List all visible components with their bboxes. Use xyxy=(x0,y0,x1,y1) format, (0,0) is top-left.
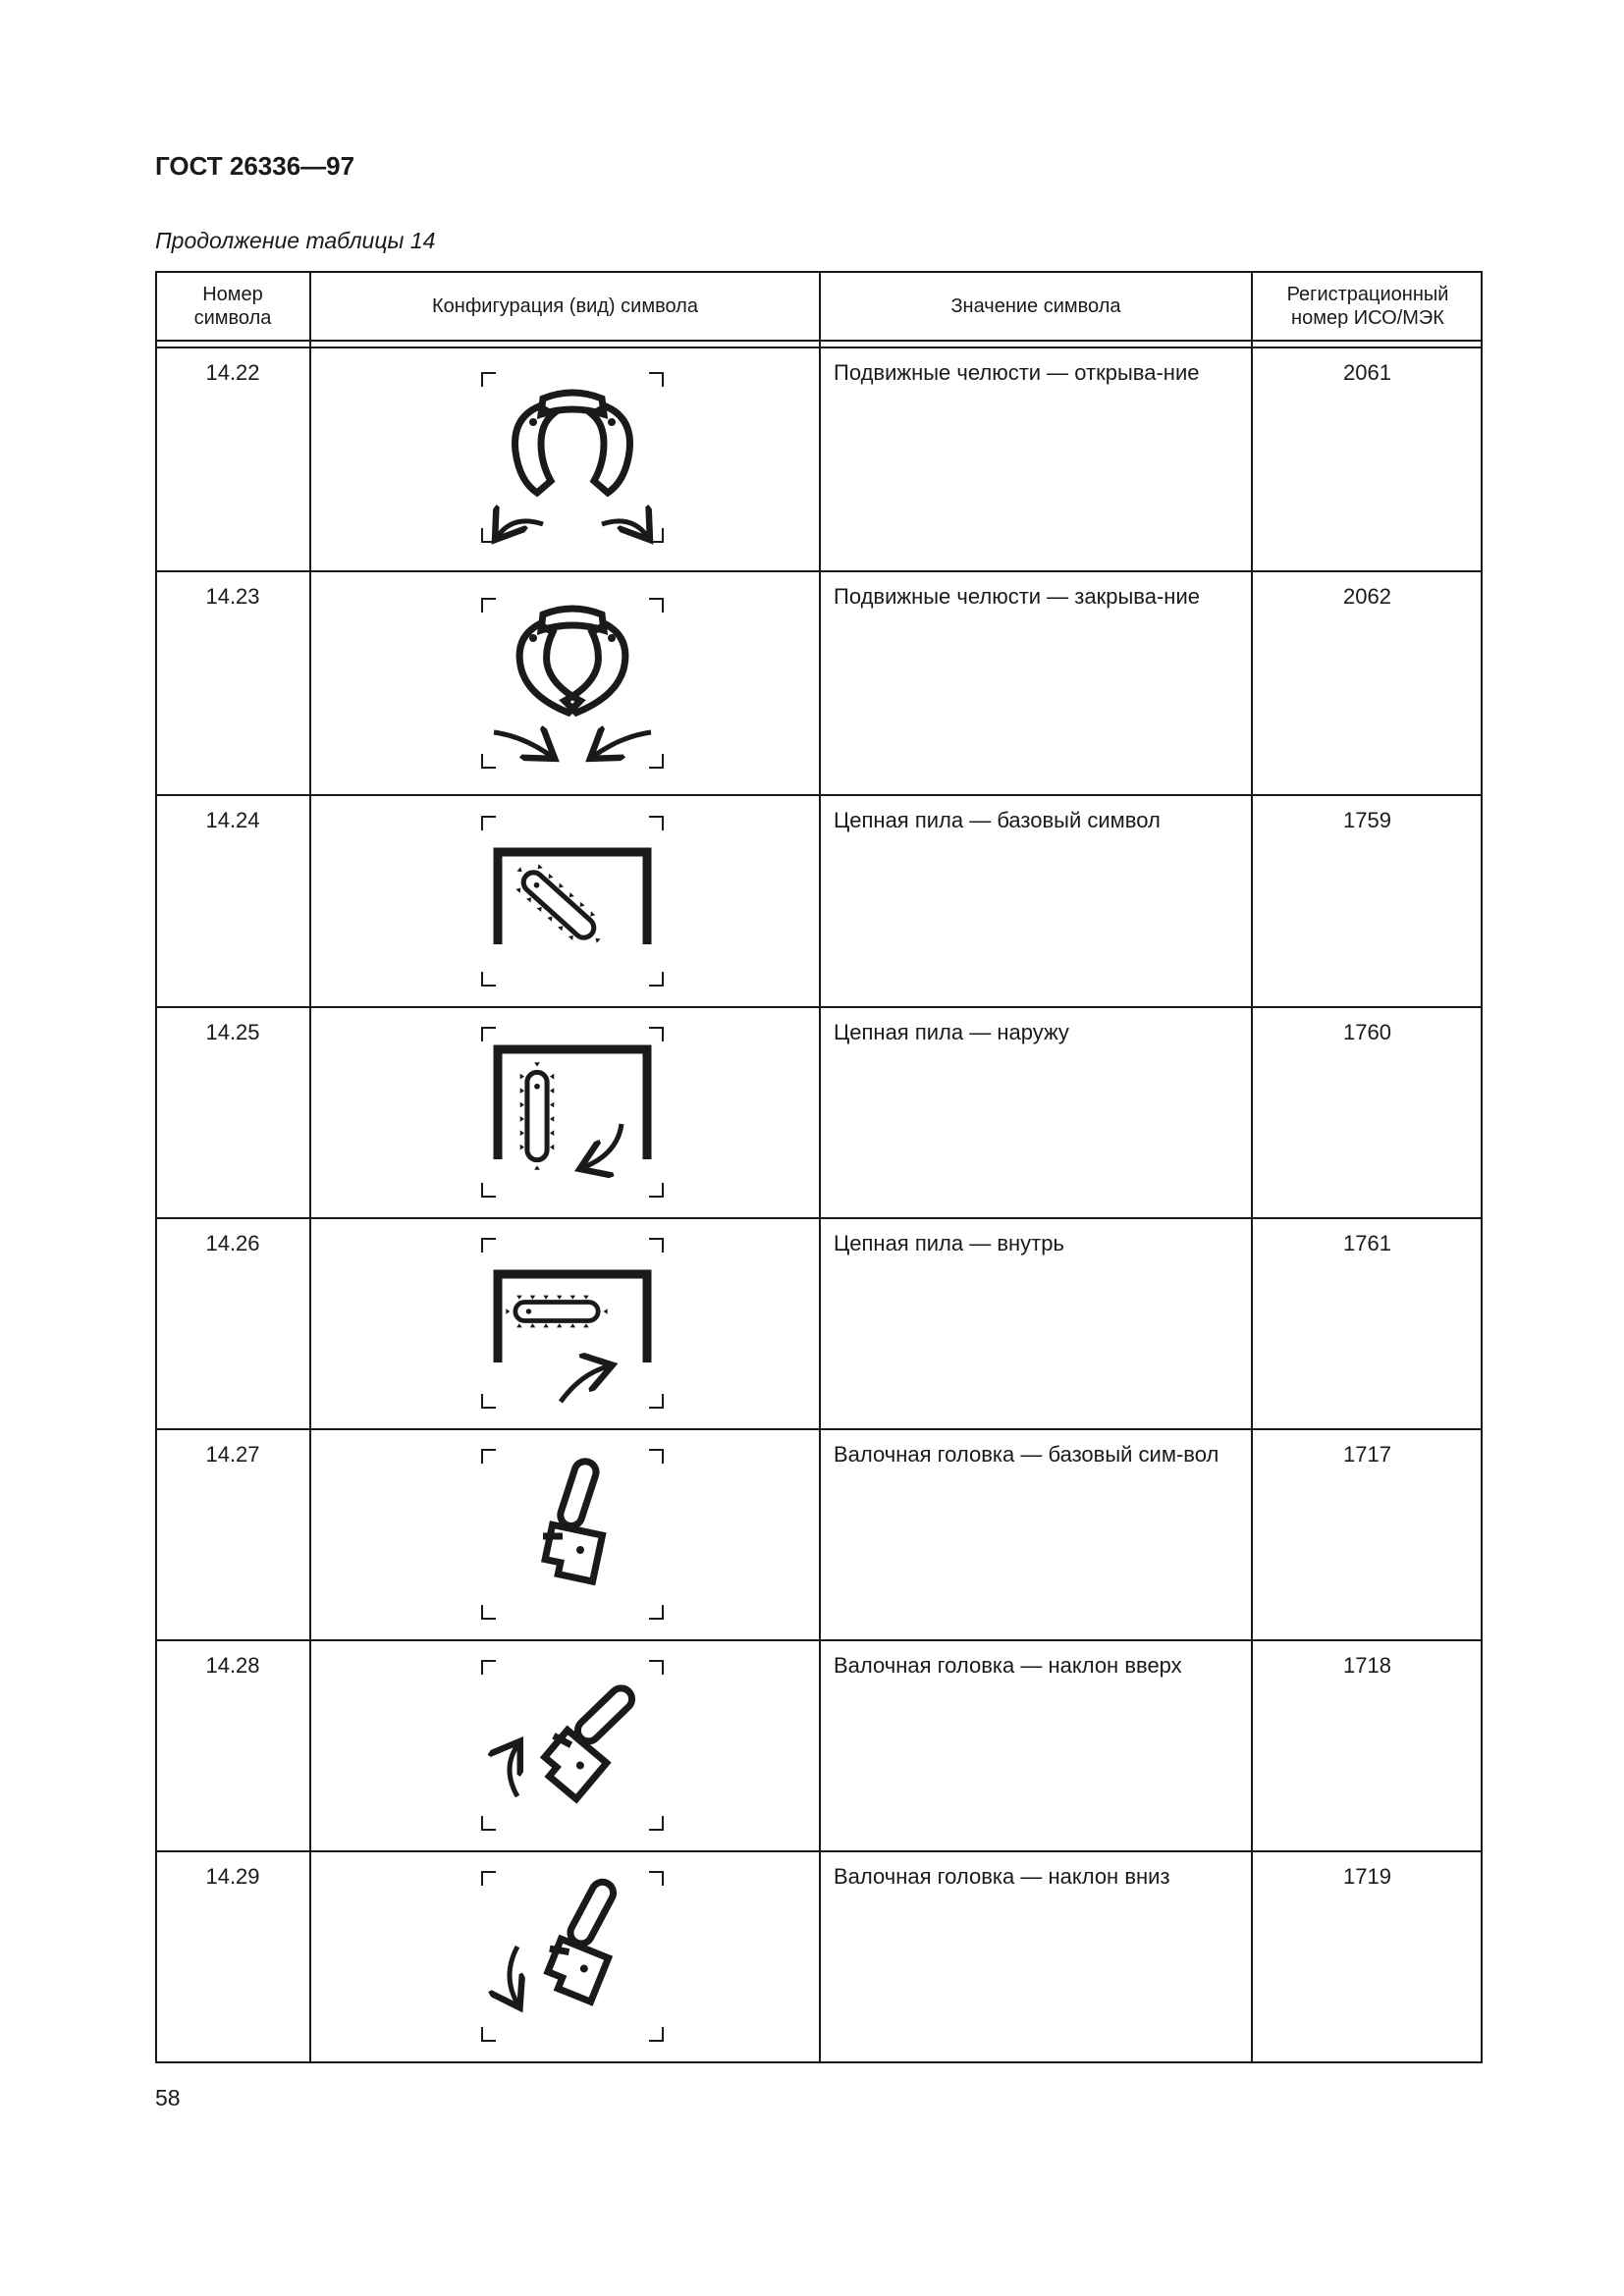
row-registration: 1717 xyxy=(1343,1442,1391,1467)
row-meaning: Валочная головка — наклон вверх xyxy=(834,1653,1182,1678)
row-number: 14.28 xyxy=(205,1653,260,1678)
document-header: ГОСТ 26336—97 xyxy=(155,151,355,181)
column-header-registration: Регистрационный номер ИСО/МЭК xyxy=(1286,284,1449,329)
row-number: 14.29 xyxy=(205,1864,260,1889)
row-meaning: Подвижные челюсти — открыва-ние xyxy=(834,360,1200,385)
row-number: 14.22 xyxy=(205,360,260,385)
row-registration: 1759 xyxy=(1343,808,1391,832)
row-registration: 1719 xyxy=(1343,1864,1391,1889)
row-number: 14.26 xyxy=(205,1231,260,1255)
row-meaning: Цепная пила — базовый символ xyxy=(834,808,1161,832)
row-registration: 1760 xyxy=(1343,1020,1391,1044)
symbols-table xyxy=(155,271,1483,2063)
row-number: 14.25 xyxy=(205,1020,260,1044)
row-registration: 1761 xyxy=(1343,1231,1391,1255)
row-meaning: Подвижные челюсти — закрыва-ние xyxy=(834,584,1200,609)
row-number: 14.23 xyxy=(205,584,260,609)
row-meaning: Цепная пила — наружу xyxy=(834,1020,1069,1044)
row-meaning: Валочная головка — наклон вниз xyxy=(834,1864,1170,1889)
column-header-meaning: Значение символа xyxy=(950,295,1121,317)
row-number: 14.27 xyxy=(205,1442,260,1467)
row-number: 14.24 xyxy=(205,808,260,832)
page-number: 58 xyxy=(155,2085,181,2110)
column-header-number: Номер символа xyxy=(193,284,272,329)
row-registration: 1718 xyxy=(1343,1653,1391,1678)
row-registration: 2061 xyxy=(1343,360,1391,385)
row-registration: 2062 xyxy=(1343,584,1391,609)
table-caption: Продолжение таблицы 14 xyxy=(155,228,436,253)
column-header-configuration: Конфигурация (вид) символа xyxy=(432,295,698,317)
row-meaning: Цепная пила — внутрь xyxy=(834,1231,1064,1255)
row-meaning: Валочная головка — базовый сим-вол xyxy=(834,1442,1219,1467)
